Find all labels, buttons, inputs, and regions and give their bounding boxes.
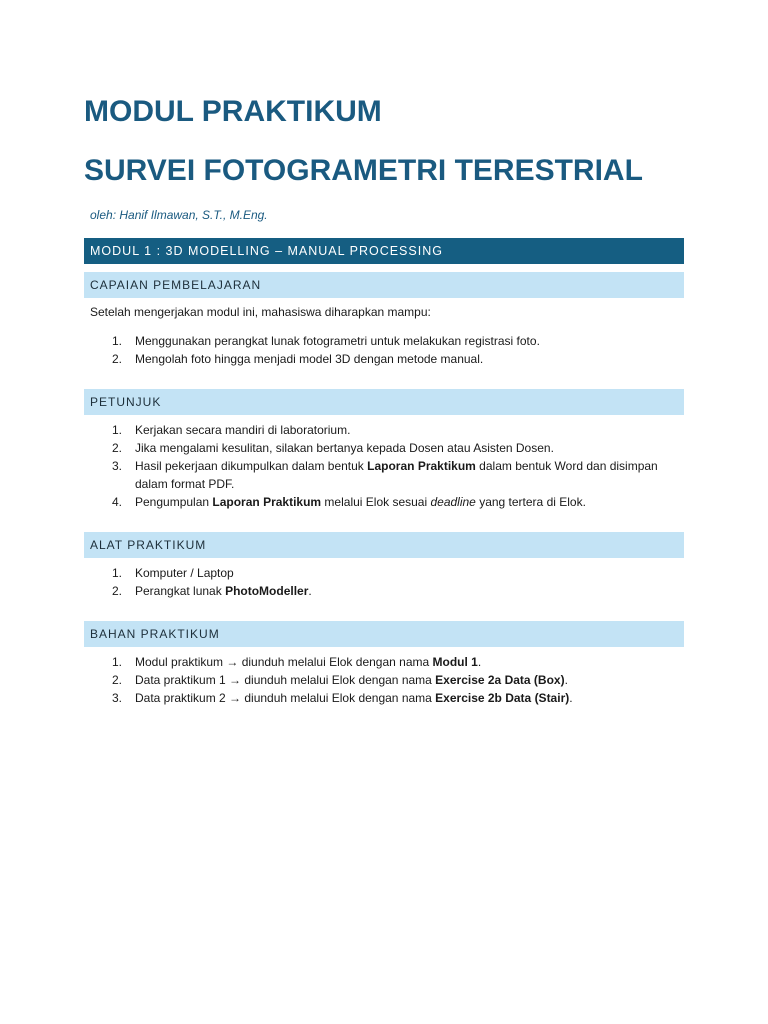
list-item: 1. Menggunakan perangkat lunak fotogrametri untuk melakukan registrasi foto.: [112, 334, 540, 348]
doc-title-line2: SURVEI FOTOGRAMETRI TERESTRIAL: [84, 154, 643, 187]
module-title-bar: MODUL 1 : 3D MODELLING – MANUAL PROCESSING: [84, 238, 684, 264]
list-item: 1. Modul praktikum → diunduh melalui Elok dengan nama Modul 1.: [112, 655, 482, 669]
bahan-list: [84, 653, 684, 707]
section-heading-bahan: BAHAN PRAKTIKUM: [84, 621, 684, 647]
list-item: 2. Perangkat lunak PhotoModeller.: [112, 584, 312, 598]
author-line: oleh: Hanif Ilmawan, S.T., M.Eng.: [90, 208, 268, 222]
list-item: 2. Jika mengalami kesulitan, silakan bertanya kepada Dosen atau Asisten Dosen.: [112, 441, 554, 455]
petunjuk-list: [84, 421, 684, 511]
list-item: 2. Mengolah foto hingga menjadi model 3D dengan metode manual.: [112, 352, 484, 366]
alat-list: [84, 564, 684, 600]
list-item: 1. Kerjakan secara mandiri di laboratorium.: [112, 423, 351, 437]
section-heading-alat: ALAT PRAKTIKUM: [84, 532, 684, 558]
capaian-list: [84, 332, 684, 368]
list-item: 1. Komputer / Laptop: [112, 566, 234, 580]
document-page: [84, 92, 684, 707]
section-heading-capaian: CAPAIAN PEMBELAJARAN: [84, 272, 684, 298]
list-item: 3. Hasil pekerjaan dikumpulkan dalam bentuk Laporan Praktikum dalam bentuk Word dan disimpan dalam format PDF.: [112, 459, 658, 491]
list-item: 3. Data praktikum 2 → diunduh melalui Elok dengan nama Exercise 2b Data (Stair).: [112, 691, 573, 705]
doc-title-line1: MODUL PRAKTIKUM: [84, 95, 382, 128]
list-item: 4. Pengumpulan Laporan Praktikum melalui Elok sesuai deadline yang tertera di Elok.: [112, 495, 586, 509]
list-item: 2. Data praktikum 1 → diunduh melalui Elok dengan nama Exercise 2a Data (Box).: [112, 673, 568, 687]
section-heading-petunjuk: PETUNJUK: [84, 389, 684, 415]
capaian-intro: Setelah mengerjakan modul ini, mahasiswa diharapkan mampu:: [90, 305, 431, 319]
